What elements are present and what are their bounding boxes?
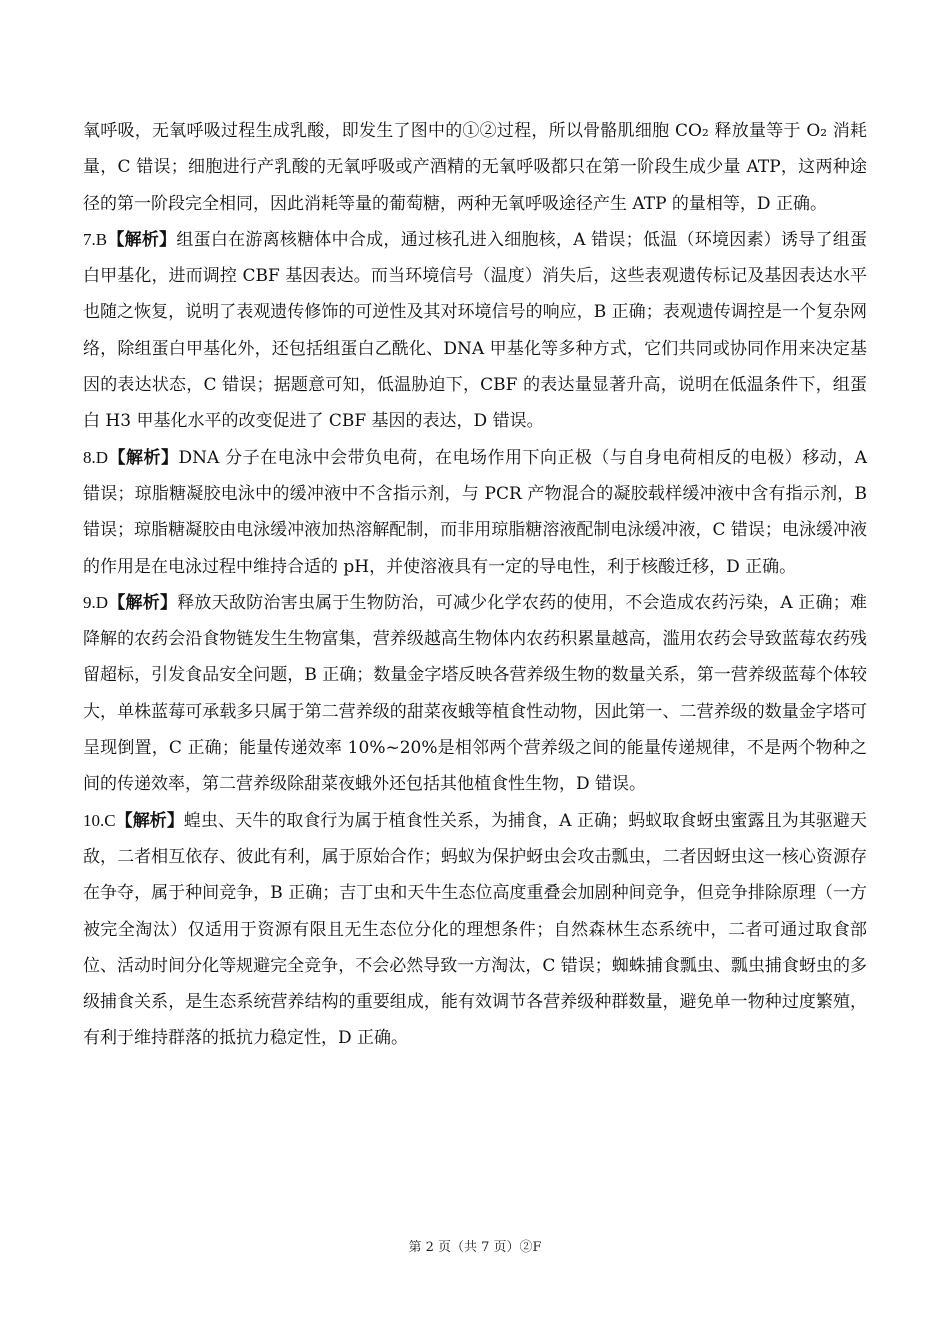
question-8-number: 8.D xyxy=(83,447,109,467)
question-6-continuation: 氧呼吸，无氧呼吸过程生成乳酸，即发生了图中的①②过程，所以骨骼肌细胞 CO₂ 释放量等于 O₂ 消耗量，C 错误；细胞进行产乳酸的无氧呼吸或产酒精的无氧呼吸都只在第一阶段生成少量 ATP，这两种途径的第一阶段完全相同，因此消耗等量的葡萄糖，两种无氧呼吸途径产生 ATP 的量相等，D 正确。 xyxy=(83,121,867,214)
question-8-explanation xyxy=(83,440,867,585)
question-9-text: 释放天敌防治害虫属于生物防治，可减少化学农药的使用，不会造成农药污染，A 正确；难降解的农药会沿食物链发生生物富集，营养级越高生物体内农药积累量越高，滥用农药会导致蓝莓农药残留超标，引发食品安全问题，B 正确；数量金字塔反映各营养级生物的数量关系，第一营养级蓝莓个体较大，单株蓝莓可承载多只属于第二营养级的甜菜夜蛾等植食性动物，因此第一、二营养级的数量金字塔可呈现倒置，C 正确；能量传递效率 10%~20%是相邻两个营养级之间的能量传递规律，不是两个物种之间的传递效率，第二营养级除甜菜夜蛾外还包括其他植食性生物，D 错误。 xyxy=(83,592,867,795)
question-10-text: 蝗虫、天牛的取食行为属于植食性关系，为捕食，A 正确；蚂蚁取食蚜虫蜜露且为其驱避天敌，二者相互依存、彼此有利，属于原始合作；蚂蚁为保护蚜虫会攻击瓢虫，二者因蚜虫这一核心资源存在争夺，属于种间竞争，B 正确；吉丁虫和天牛生态位高度重叠会加剧种间竞争，但竞争排除原理（一方被完全淘汰）仅适用于资源有限且无生态位分化的理想条件；自然森林生态系统中，二者可通过取食部位、活动时间分化等规避完全竞争，不会必然导致一方淘汰，C 错误；蜘蛛捕食瓢虫、瓢虫捕食蚜虫的多级捕食关系，是生态系统营养结构的重要组成，能有效调节各营养级种群数量，避免单一物种过度繁殖，有利于维持群落的抵抗力稳定性，D 正确。 xyxy=(83,810,867,1049)
question-9-tag: 【解析】 xyxy=(108,592,178,613)
question-8-tag: 【解析】 xyxy=(108,447,179,468)
page-footer: 第 2 页（共 7 页）②F xyxy=(408,1240,542,1255)
question-10-number: 10.C xyxy=(83,810,116,830)
question-9-explanation xyxy=(83,585,867,803)
question-10-explanation xyxy=(83,803,867,1057)
question-8-text: DNA 分子在电泳中会带负电荷，在电场作用下向正极（与自身电荷相反的电极）移动，A 错误；琼脂糖凝胶电泳中的缓冲液中不含指示剂，与 PCR 产物混合的凝胶载样缓冲液中含有指示剂，B 错误；琼脂糖凝胶由电泳缓冲液加热溶解配制，而非用琼脂糖溶液配制电泳缓冲液，C 错误；电泳缓冲液的作用是在电泳过程中维持合适的 pH，并使溶液具有一定的导电性，利于核酸迁移，D 正确。 xyxy=(83,447,868,577)
question-9-number: 9.D xyxy=(83,592,109,612)
question-7-tag: 【解析】 xyxy=(107,229,177,250)
answer-content xyxy=(83,113,867,1057)
question-7-number: 7.B xyxy=(83,229,108,249)
question-10-tag: 【解析】 xyxy=(115,810,184,831)
question-7-explanation xyxy=(83,222,867,440)
question-7-text: 组蛋白在游离核糖体中合成，通过核孔进入细胞核，A 错误；低温（环境因素）诱导了组蛋白甲基化，进而调控 CBF 基因表达。而当环境信号（温度）消失后，这些表观遗传标记及基因表达水平也随之恢复，说明了表观遗传修饰的可逆性及其对环境信号的响应，B 正确；表观遗传调控是一个复杂网络，除组蛋白甲基化外，还包括组蛋白乙酰化、DNA 甲基化等多种方式，它们共同或协同作用来决定基因的表达状态，C 错误；据题意可知，低温胁迫下，CBF 的表达量显著升高，说明在低温条件下，组蛋白 H3 甲基化水平的改变促进了 CBF 基因的表达，D 错误。 xyxy=(83,229,867,432)
